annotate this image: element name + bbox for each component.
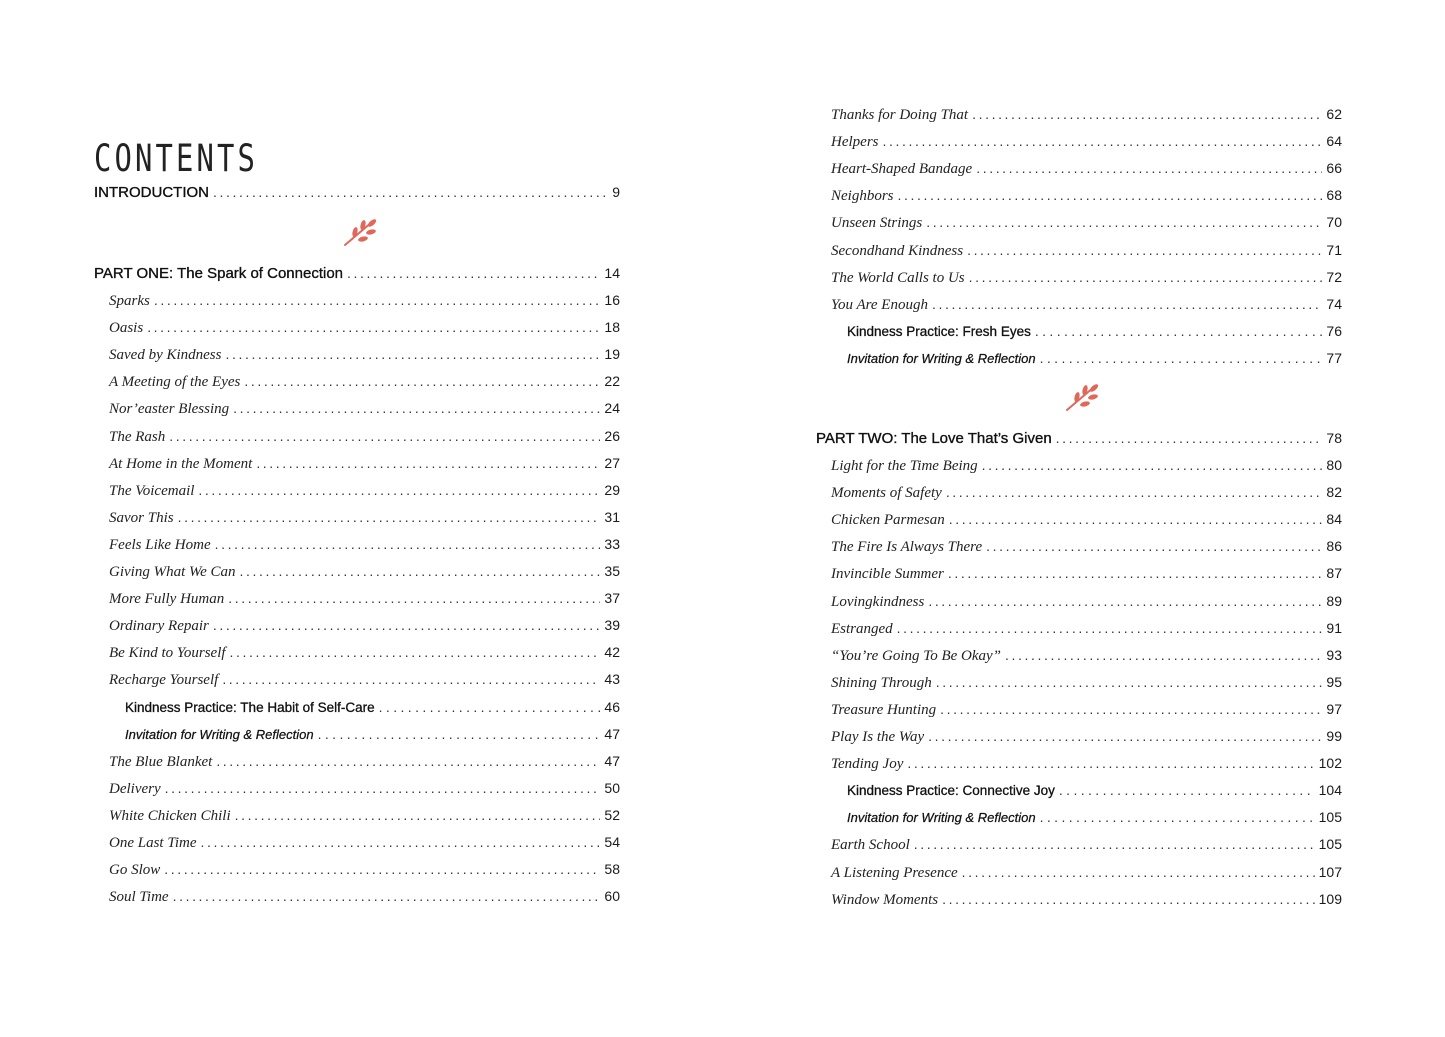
toc-entry-item[interactable]	[94, 482, 620, 504]
toc-entry-item[interactable]	[94, 373, 620, 395]
toc-entry-item[interactable]	[816, 674, 1342, 696]
entry-label: Saved by Kindness	[109, 347, 222, 364]
entry-page: 87	[1326, 565, 1342, 582]
entry-label: The World Calls to Us	[831, 269, 965, 286]
leader-dots	[914, 836, 1315, 852]
leader-dots	[982, 457, 1323, 473]
toc-entry-item[interactable]	[816, 160, 1342, 182]
entry-label: Kindness Practice: The Habit of Self-Care	[125, 699, 375, 715]
entry-page: 50	[604, 779, 620, 796]
leader-dots	[949, 511, 1323, 527]
entry-page: 80	[1326, 457, 1342, 473]
leader-dots	[928, 728, 1322, 744]
toc-entry-item[interactable]	[816, 620, 1342, 642]
toc-entry-item[interactable]	[816, 214, 1342, 236]
entry-page: 64	[1326, 133, 1342, 150]
toc-entry-item[interactable]	[94, 834, 620, 856]
entry-label: Oasis	[109, 320, 144, 337]
entry-page: 104	[1318, 782, 1342, 799]
toc-entry-item[interactable]	[816, 187, 1342, 209]
leader-dots	[240, 563, 601, 579]
entry-label: White Chicken Chili	[109, 807, 231, 824]
toc-entry-item[interactable]	[816, 565, 1342, 587]
leader-dots	[976, 160, 1322, 176]
entry-page: 47	[604, 725, 620, 742]
toc-entry-item[interactable]	[94, 292, 620, 314]
entry-label: Estranged	[831, 620, 893, 637]
toc-entry-item[interactable]	[816, 647, 1342, 669]
leader-dots	[967, 242, 1322, 258]
entry-page: 18	[604, 319, 620, 336]
entry-page: 47	[604, 752, 620, 769]
leaf-sprig-icon	[1064, 383, 1104, 413]
entry-label: Nor’easter Blessing	[109, 401, 230, 418]
entry-label: Kindness Practice: Fresh Eyes	[847, 323, 1031, 339]
entry-page: 16	[604, 292, 620, 308]
leader-dots	[1005, 647, 1322, 663]
entry-label: Heart-Shaped Bandage	[831, 161, 973, 178]
entry-label: Moments of Safety	[831, 485, 942, 502]
leader-dots	[897, 620, 1323, 636]
leader-dots	[898, 187, 1323, 203]
toc-entry-item[interactable]	[816, 538, 1342, 560]
entry-page: 70	[1326, 214, 1342, 231]
toc-entry-item[interactable]	[94, 319, 620, 341]
leader-dots	[164, 861, 600, 877]
toc-entry-item[interactable]	[816, 242, 1342, 264]
leader-dots	[165, 780, 601, 796]
entry-label: Window Moments	[831, 891, 939, 908]
leader-dots	[169, 428, 600, 444]
entry-page: 102	[1318, 755, 1342, 772]
toc-entry-item[interactable]	[816, 701, 1342, 723]
entry-page: 76	[1326, 322, 1342, 339]
entry-page: 105	[1318, 836, 1342, 853]
entry-page: 58	[604, 861, 620, 878]
entry-page: 84	[1326, 511, 1342, 528]
leader-dots	[1059, 782, 1315, 798]
entry-page: 35	[604, 563, 620, 579]
entry-page: 78	[1326, 430, 1342, 446]
entry-label: Be Kind to Yourself	[109, 645, 226, 662]
leader-dots	[222, 671, 600, 687]
entry-label: Go Slow	[109, 862, 161, 879]
leaf-sprig-icon	[342, 218, 382, 248]
entry-page: 89	[1326, 592, 1342, 609]
leader-dots	[986, 538, 1322, 554]
entry-label: Neighbors	[831, 188, 894, 205]
toc-entry-item[interactable]	[94, 509, 620, 531]
entry-page: 29	[604, 481, 620, 498]
leader-dots	[154, 292, 601, 308]
entry-page: 107	[1318, 863, 1342, 880]
entry-label: A Meeting of the Eyes	[109, 374, 241, 391]
toc-entry-item[interactable]	[816, 891, 1342, 913]
entry-label: PART TWO: The Love That’s Given	[816, 430, 1052, 447]
entry-page: 19	[604, 346, 620, 363]
entry-page: 31	[604, 508, 620, 525]
toc-entry-item[interactable]	[94, 780, 620, 802]
toc-entry-item[interactable]	[94, 644, 620, 666]
entry-label: Lovingkindness	[831, 593, 925, 610]
entry-label: Invitation for Writing & Reflection	[125, 726, 314, 742]
entry-label: The Voicemail	[109, 482, 195, 499]
leader-dots	[932, 296, 1322, 312]
leader-dots	[213, 184, 608, 200]
entry-label: The Blue Blanket	[109, 753, 213, 770]
entry-label: Unseen Strings	[831, 215, 923, 232]
entry-label: Kindness Practice: Connective Joy	[847, 783, 1055, 799]
leader-dots	[347, 265, 600, 281]
entry-page: 22	[604, 373, 620, 390]
toc-entry-item[interactable]	[94, 617, 620, 639]
entry-label: Invitation for Writing & Reflection	[847, 810, 1036, 826]
entry-label: Savor This	[109, 509, 174, 526]
entry-label: Chicken Parmesan	[831, 512, 945, 529]
entry-page: 39	[604, 617, 620, 634]
entry-page: 52	[604, 806, 620, 823]
leader-dots	[942, 891, 1315, 907]
leader-dots	[318, 726, 601, 742]
entry-page: 72	[1326, 268, 1342, 285]
entry-label: Thanks for Doing That	[831, 107, 969, 123]
toc-entry-item[interactable]	[94, 455, 620, 477]
entry-page: 62	[1326, 106, 1342, 122]
entry-label: Earth School	[831, 837, 910, 854]
entry-label: Invitation for Writing & Reflection	[847, 350, 1036, 366]
entry-page: 109	[1318, 890, 1342, 907]
toc-entry-invitation[interactable]	[94, 726, 620, 748]
entry-label: A Listening Presence	[831, 864, 958, 881]
leader-dots	[1040, 809, 1315, 825]
leader-dots	[230, 644, 601, 660]
leader-dots	[962, 864, 1315, 880]
leader-dots	[907, 755, 1314, 771]
entry-label: Ordinary Repair	[109, 618, 209, 635]
leader-dots	[256, 455, 600, 471]
leader-dots	[235, 807, 601, 823]
entry-page: 43	[604, 671, 620, 688]
entry-page: 26	[604, 427, 620, 444]
entry-page: 93	[1326, 646, 1342, 663]
toc-entry-practice[interactable]	[816, 323, 1342, 345]
entry-page: 74	[1326, 295, 1342, 312]
leader-dots	[936, 674, 1323, 690]
entry-page: 105	[1318, 809, 1342, 826]
leader-dots	[1056, 430, 1323, 446]
leader-dots	[198, 482, 600, 498]
entry-label: Soul Time	[109, 889, 169, 906]
entry-label: INTRODUCTION	[94, 184, 209, 201]
entry-page: 37	[604, 590, 620, 607]
entry-page: 24	[604, 400, 620, 417]
entry-label: Play Is the Way	[831, 729, 925, 745]
leader-dots	[1040, 350, 1323, 366]
entry-label: The Fire Is Always There	[831, 539, 983, 556]
entry-label: Shining Through	[831, 674, 932, 691]
toc-entry-item[interactable]	[816, 593, 1342, 615]
leader-dots	[972, 106, 1322, 122]
toc-entry-item[interactable]	[816, 269, 1342, 291]
entry-label: Giving What We Can	[109, 564, 236, 580]
toc-entry-item[interactable]	[816, 133, 1342, 155]
toc-entry-practice[interactable]	[94, 699, 620, 721]
leader-dots	[946, 484, 1323, 500]
leader-dots	[213, 617, 601, 633]
leader-dots	[215, 536, 601, 552]
leader-dots	[883, 133, 1323, 149]
toc-entry-part-two[interactable]	[816, 430, 1342, 452]
leader-dots	[379, 699, 601, 715]
entry-page: 91	[1326, 619, 1342, 636]
toc-entry-item[interactable]	[94, 888, 620, 910]
leader-dots	[178, 509, 601, 525]
toc-entry-practice[interactable]	[816, 782, 1342, 804]
entry-page: 86	[1326, 538, 1342, 555]
toc-entry-item[interactable]	[816, 836, 1342, 858]
toc-entry-invitation[interactable]	[816, 350, 1342, 372]
leader-dots	[969, 269, 1323, 285]
toc-entry-item[interactable]	[94, 753, 620, 775]
toc-entry-introduction[interactable]	[94, 184, 620, 206]
leader-dots	[928, 593, 1322, 609]
entry-page: 99	[1326, 728, 1342, 744]
entry-page: 14	[604, 265, 620, 281]
toc-entry-part-one[interactable]	[94, 265, 620, 287]
entry-page: 54	[604, 834, 620, 850]
entry-label: More Fully Human	[109, 591, 225, 608]
leader-dots	[225, 346, 600, 362]
entry-page: 82	[1326, 484, 1342, 501]
leader-dots	[228, 590, 600, 606]
toc-entry-item[interactable]	[94, 536, 620, 558]
entry-label: Secondhand Kindness	[831, 242, 964, 259]
entry-page: 9	[612, 184, 620, 200]
entry-label: You Are Enough	[831, 296, 928, 313]
entry-page: 71	[1326, 241, 1342, 258]
entry-label: Recharge Yourself	[109, 672, 219, 689]
leader-dots	[216, 753, 600, 769]
toc-entry-item[interactable]	[816, 728, 1342, 750]
toc-entry-item[interactable]	[816, 755, 1342, 777]
entry-label: “You’re Going To Be Okay”	[831, 647, 1002, 664]
entry-page: 46	[604, 698, 620, 715]
entry-label: Treasure Hunting	[831, 701, 937, 718]
toc-entry-invitation[interactable]	[816, 809, 1342, 831]
entry-page: 95	[1326, 673, 1342, 690]
entry-page: 68	[1326, 187, 1342, 204]
leader-dots	[147, 319, 600, 335]
entry-label: Feels Like Home	[109, 536, 211, 553]
toc-entry-item[interactable]	[816, 864, 1342, 886]
toc-entry-item[interactable]	[816, 484, 1342, 506]
entry-label: The Rash	[109, 428, 166, 445]
entry-label: PART ONE: The Spark of Connection	[94, 265, 344, 282]
toc-entry-item[interactable]	[94, 671, 620, 693]
toc-entry-item[interactable]	[816, 296, 1342, 318]
leader-dots	[1035, 323, 1323, 339]
entry-page: 97	[1326, 700, 1342, 717]
toc-entry-item[interactable]	[816, 511, 1342, 533]
toc-entry-item[interactable]	[94, 428, 620, 450]
entry-page: 60	[604, 888, 620, 905]
entry-page: 77	[1326, 349, 1342, 366]
toc-entry-item[interactable]	[94, 400, 620, 422]
leader-dots	[948, 565, 1323, 581]
entry-page: 66	[1326, 160, 1342, 177]
entry-label: At Home in the Moment	[109, 455, 253, 472]
page-title: CONTENTS	[94, 136, 258, 180]
leader-dots	[173, 888, 601, 904]
entry-label: Delivery	[109, 780, 161, 797]
leader-dots	[201, 834, 601, 850]
entry-label: One Last Time	[109, 835, 197, 851]
toc-entry-item[interactable]	[94, 346, 620, 368]
toc-entry-item[interactable]	[94, 590, 620, 612]
toc-entry-item[interactable]	[94, 563, 620, 585]
leader-dots	[233, 400, 600, 416]
toc-entry-item[interactable]	[94, 861, 620, 883]
toc-entry-item[interactable]	[94, 807, 620, 829]
entry-page: 33	[604, 535, 620, 552]
leader-dots	[940, 701, 1322, 717]
entry-page: 42	[604, 644, 620, 661]
leader-dots	[244, 373, 600, 389]
toc-entry-item[interactable]	[816, 457, 1342, 479]
toc-entry-item[interactable]	[816, 106, 1342, 128]
entry-label: Tending Joy	[831, 756, 904, 773]
entry-page: 27	[604, 454, 620, 471]
leader-dots	[926, 214, 1322, 230]
entry-label: Invincible Summer	[831, 566, 944, 583]
entry-label: Sparks	[109, 293, 150, 309]
entry-label: Light for the Time Being	[831, 458, 978, 474]
entry-label: Helpers	[831, 134, 879, 151]
